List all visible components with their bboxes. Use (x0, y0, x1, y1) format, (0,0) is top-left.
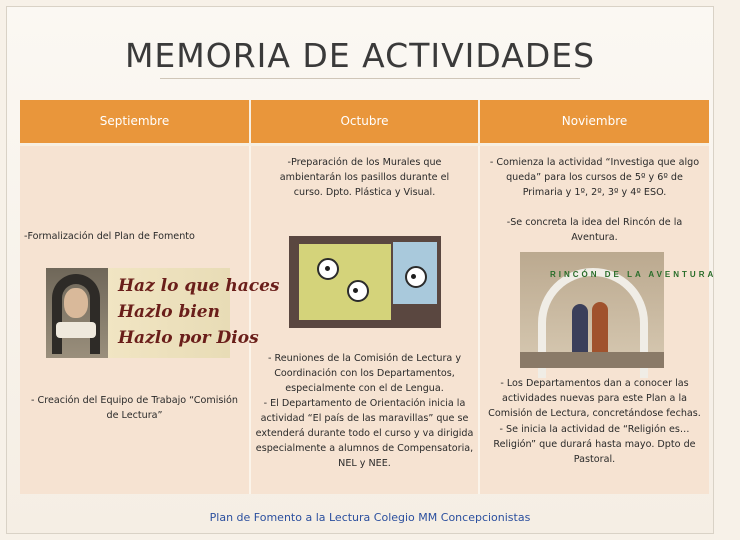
noviembre-item-4: - Se inicia la actividad de “Religión es… Religión” que durará hasta mayo. Dpto de Pastoral. (493, 423, 696, 465)
header-noviembre: Noviembre (479, 100, 709, 144)
octubre-item-1: -Preparación de los Murales que ambientarán los pasillos durante el curso. Dpto. Plástica y Visual. (279, 156, 450, 198)
septiembre-item-1: -Formalización del Plan de Fomento (24, 230, 195, 242)
rincon-aventura-image (520, 252, 717, 368)
octubre-item-3: - El Departamento de Orientación inicia la actividad “El país de las maravillas” que se extenderá durante todo el curso y va dirigida especialmente a alumnos de Compensatoria, NEL y NEE. (255, 397, 474, 469)
dalmatian-spot (325, 266, 330, 271)
cell-octubre (250, 144, 479, 494)
title-divider (160, 78, 580, 79)
header-octubre: Octubre (250, 100, 479, 144)
footer-text: Plan de Fomento a la Lectura Colegio MM Concepcionistas (209, 511, 531, 524)
cell-noviembre (479, 144, 717, 494)
motto-image (46, 268, 280, 358)
person-figure (592, 302, 608, 354)
header-septiembre: Septiembre (20, 100, 250, 144)
table-header-row (20, 100, 709, 144)
motto-line-3: Hazlo por Dios (118, 327, 259, 348)
nun-face (64, 288, 88, 318)
person-figure (572, 304, 588, 356)
activities-table (20, 100, 717, 494)
noviembre-item-2: -Se concreta la idea del Rincón de la Aventura. (506, 216, 683, 243)
mural-image (289, 236, 441, 328)
noviembre-item-3: - Los Departamentos dan a conocer las actividades nuevas para este Plan a la Comisión de Lectura, concretándose fechas. (488, 377, 701, 419)
nun-collar (56, 322, 96, 338)
arch-floor (520, 352, 664, 368)
noviembre-item-1: - Comienza la actividad “Investiga que algo queda” para los cursos de 5º y 6º de Primaria y 1º, 2º, 3º y 4º ESO. (489, 156, 700, 198)
dalmatian-figure (347, 280, 369, 302)
table-body-row (20, 144, 709, 494)
motto-line-2: Hazlo bien (118, 301, 220, 322)
cell-septiembre (20, 144, 280, 494)
dalmatian-figure (405, 266, 427, 288)
arch-lettering: RINCÓN DE LA AVENTURA (550, 269, 717, 279)
dalmatian-spot (353, 288, 358, 293)
motto-line-1: Haz lo que haces (118, 275, 280, 296)
page-title: MEMORIA DE ACTIVIDADES (124, 36, 596, 75)
dalmatian-spot (411, 274, 416, 279)
mural-panel (299, 244, 391, 320)
septiembre-item-2: - Creación del Equipo de Trabajo “Comisión de Lectura” (31, 394, 238, 421)
octubre-item-2: - Reuniones de la Comisión de Lectura y Coordinación con los Departamentos, especialmente con el de Lengua. (267, 352, 462, 394)
